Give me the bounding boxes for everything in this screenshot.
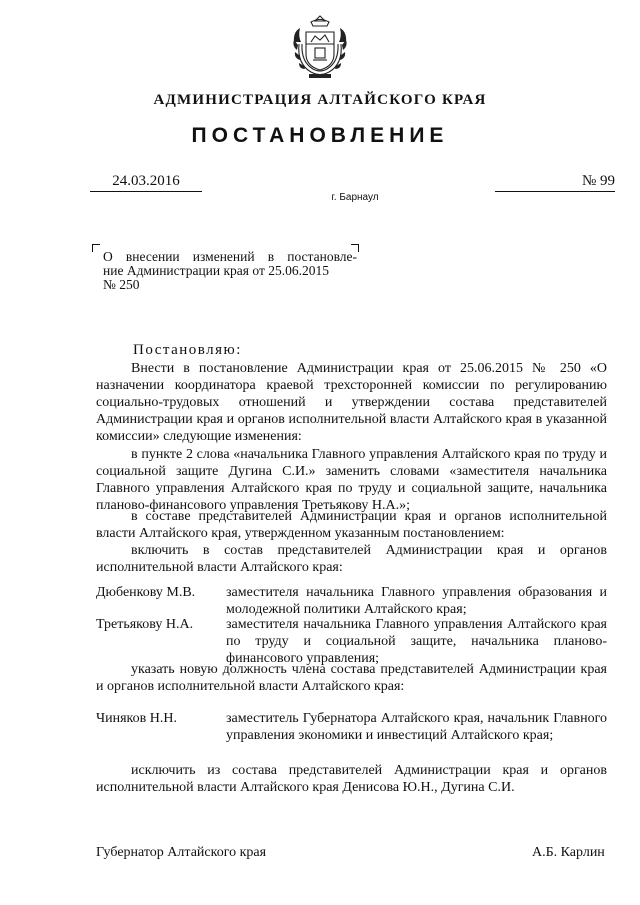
member-role: заместителя начальника Главного управления Алтайского края по труду и социальной защите, начальника планово-финансового управления; <box>226 617 607 666</box>
subject-line-1: О внесении изменений в постановле- <box>103 249 357 264</box>
paragraph-new-position: указать новую должность члена состава представителей Администрации края и органов исполнительной власти Алтайского края: <box>96 662 607 694</box>
subject-line-2: ние Администрации края от 25.06.2015 <box>103 263 329 278</box>
signatory-name: А.Б. Карлин <box>532 845 605 860</box>
paragraph-exclude-members: исключить из состава представителей Администрации края и органов исполнительной власти Алтайского края Денисова Ю.Н., Дугина С.И. <box>96 763 607 795</box>
signatory-title: Губернатор Алтайского края <box>96 845 267 860</box>
member-role: заместителя начальника Главного управления образования и молодежной политики Алтайского края; <box>226 585 607 617</box>
paragraph-include-members: включить в состав представителей Администрации края и органов исполнительной власти Алтайского края: <box>96 543 607 575</box>
resolve-heading: Постановляю: <box>133 342 242 358</box>
paragraph-main-amendment: Внести в постановление Администрации края от 25.06.2015 № 250 «О назначении координатора краевой трехсторонней комиссии по регулированию социально-трудовых отношений и утверждении состава представителей Администрации края и органов исполнительной власти Алтайского края в указанной комиссии» следующие изменения: <box>96 361 607 444</box>
altai-krai-coat-of-arms-icon <box>291 14 349 80</box>
member-role: заместитель Губернатора Алтайского края, начальник Главного управления экономики и инвестиций Алтайского края; <box>226 711 607 743</box>
member-name: Третьякову Н.А. <box>96 617 194 632</box>
document-date: 24.03.2016 <box>90 172 202 192</box>
paragraph-composition-changes: в составе представителей Администрации края и органов исполнительной власти Алтайского края, утвержденном указанным постановлением: <box>96 509 607 541</box>
member-name: Дюбенкову М.В. <box>96 585 196 600</box>
subject-corner-left <box>92 244 100 252</box>
document-number: № 99 <box>495 172 615 192</box>
document-subject <box>103 250 357 292</box>
paragraph-point-2-change: в пункте 2 слова «начальника Главного управления Алтайского края по труду и социальной защите Дугина С.И.» заменить словами «заместителя начальника Главного управления Алтайского края по труду и социальной защите, начальника планово-финансового управления Третьякову Н.А.»; <box>96 447 607 513</box>
organization-title: АДМИНИСТРАЦИЯ АЛТАЙСКОГО КРАЯ <box>153 92 487 108</box>
document-city: г. Барнаул <box>331 192 379 203</box>
member-name: Чиняков Н.Н. <box>96 711 177 726</box>
subject-line-3: № 250 <box>103 277 140 292</box>
document-type-title: ПОСТАНОВЛЕНИЕ <box>191 124 449 147</box>
